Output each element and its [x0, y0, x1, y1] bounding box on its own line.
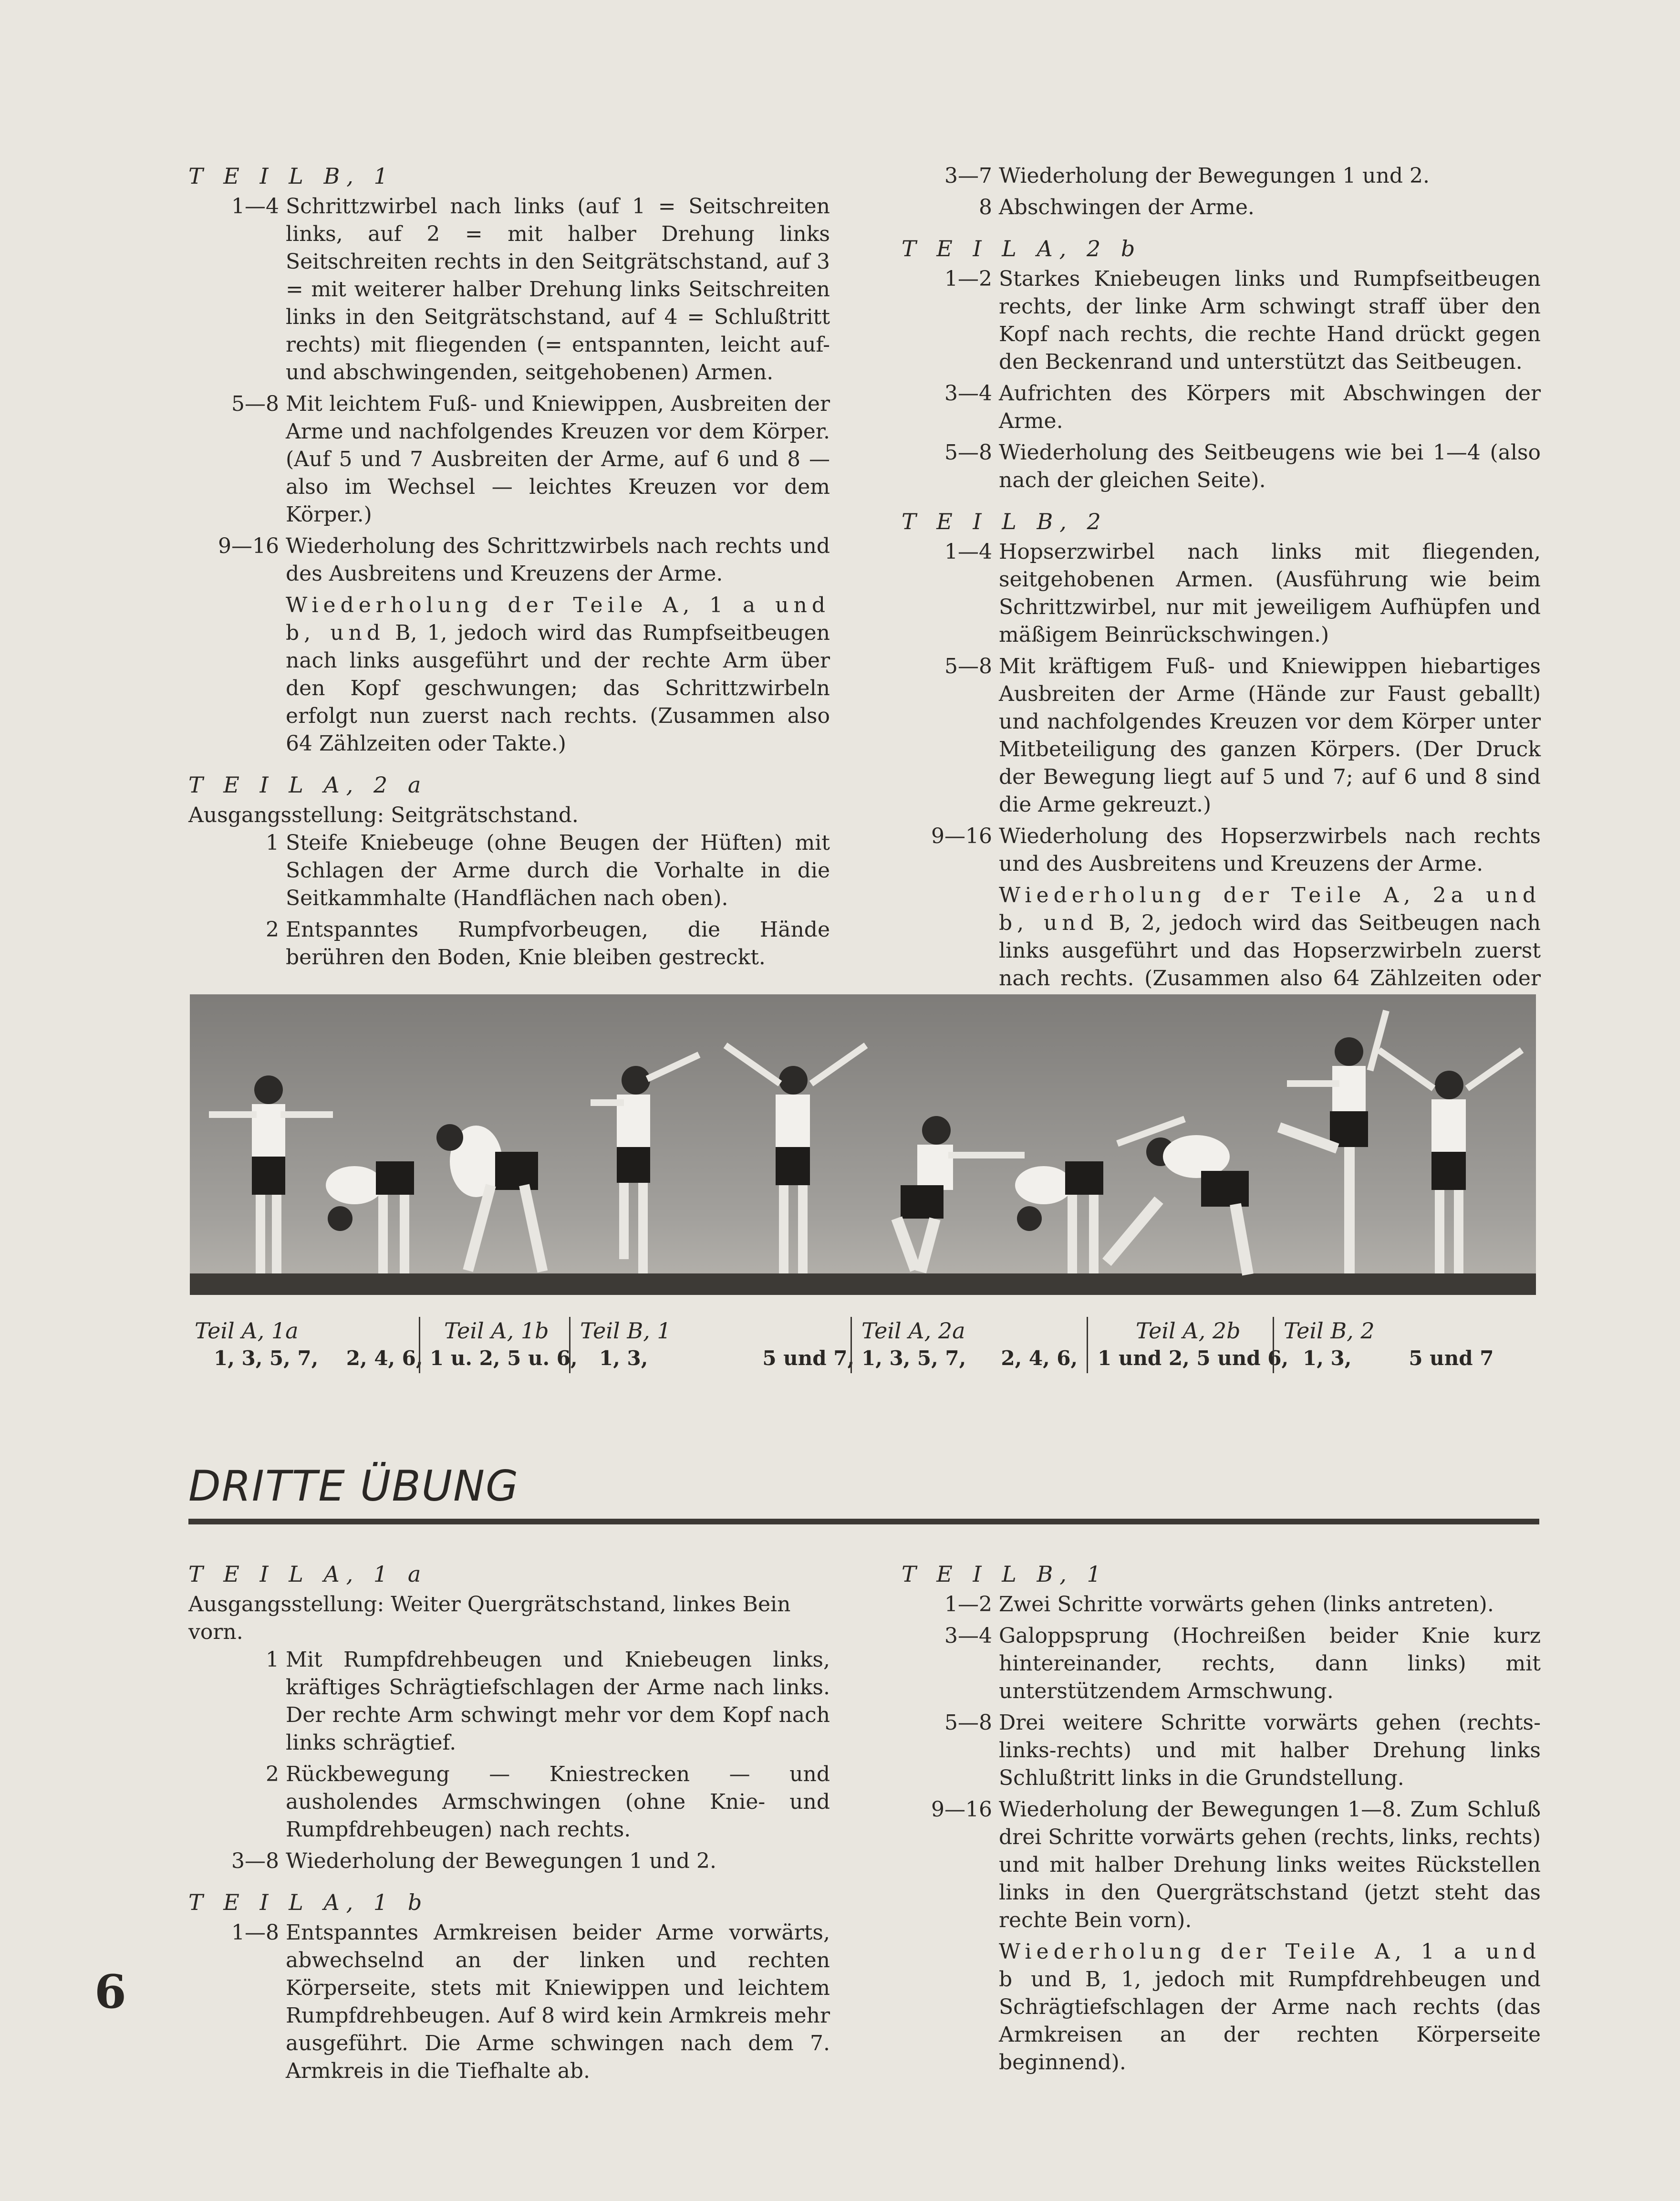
step-count: 9—16 — [931, 824, 992, 848]
caption-6 — [1273, 1317, 1527, 1373]
caption-counts — [195, 1345, 423, 1372]
exercise-step — [902, 1796, 1541, 1934]
repeat-text: und B, 1, jedoch mit Rumpfdrehbeugen und Schrägtiefschlagen der Arme nach rechts (das Armkreisen an der rechten Körperseite beginnend). — [999, 1967, 1541, 2075]
caption-2 — [419, 1317, 578, 1373]
step-count: 1—2 — [944, 267, 992, 291]
repeat-paragraph — [286, 592, 830, 758]
step-count: 3—8 — [231, 1849, 279, 1873]
exercise-step — [188, 1646, 830, 1757]
caption-count: 1 u. 2, 5 u. 6, — [430, 1346, 578, 1370]
step-text: Wiederholung des Schrittzwirbels nach rechts und des Ausbreitens und Kreuzens der Arme. — [286, 534, 830, 586]
step-text: Mit Rumpfdrehbeugen und Kniebeugen links, kräftiges Schrägtiefschlagen der Arme nach links. Der rechte Arm schwingt mehr vor dem Kopf nach links schrägtief. — [286, 1648, 830, 1755]
caption-count: 2, 4, 6, — [1001, 1346, 1078, 1370]
caption-label: Teil B, 1 — [580, 1318, 671, 1344]
exercise-step — [902, 1709, 1541, 1792]
step-count: 5—8 — [944, 440, 992, 465]
caption-counts — [1098, 1345, 1289, 1372]
caption-label: Teil A, 1b — [444, 1318, 549, 1344]
exercise-step — [188, 1919, 830, 2085]
caption-label: Teil B, 2 — [1284, 1318, 1375, 1344]
caption-counts — [861, 1345, 1090, 1372]
step-text: Steife Kniebeuge (ohne Beugen der Hüften) mit Schlagen der Arme durch die Vorhalte in die Seitkammhalte (Handflächen nach oben). — [286, 831, 830, 910]
section-label: T E I L B, 2 — [902, 509, 1108, 534]
step-text: Aufrichten des Körpers mit Abschwingen der Arme. — [999, 381, 1541, 433]
step-count: 3—7 — [944, 164, 992, 188]
step-count: 9—16 — [931, 1797, 992, 1822]
repeat-text: B, 2, jedoch wird das Seitbeugen nach links ausgeführt und das Hopserzwirbeln zuerst nach rechts. (Zusammen also 64 Zählzeiten oder — [999, 911, 1541, 991]
caption-count: 1, 3, 5, 7, — [214, 1346, 319, 1370]
step-count: 3—4 — [944, 1624, 992, 1648]
caption-count: 1, 3, 5, 7, — [861, 1346, 966, 1370]
exercise-step — [188, 1847, 830, 1875]
step-text: Abschwingen der Arme. — [999, 195, 1255, 219]
caption-5 — [1087, 1317, 1289, 1373]
exercise-step — [902, 538, 1541, 649]
exercise-photo — [190, 994, 1536, 1295]
caption-count: 2, 4, 6, — [346, 1346, 423, 1370]
step-text: Rückbewegung — Kniestrecken — und ausholendes Armschwingen (ohne Knie- und Rumpfdrehbeugen) nach rechts. — [286, 1762, 830, 1842]
exercise-step — [188, 1761, 830, 1844]
photo-figures — [190, 994, 1536, 1295]
step-count: 1 — [266, 1648, 279, 1672]
exercise-step — [188, 916, 830, 971]
top-right-column — [902, 162, 1541, 1024]
exercise-step — [902, 194, 1541, 221]
step-count: 5—8 — [944, 1711, 992, 1735]
exercise-step — [902, 380, 1541, 435]
step-text: Wiederholung der Bewegungen 1—8. Zum Schluß drei Schritte vorwärts gehen (rechts, links, rechts) und mit halber Drehung links weites Rückstellen links in den Quergrätschstand (jetzt steht das rechte Bein vorn). — [999, 1797, 1541, 1932]
exercise-step — [902, 265, 1541, 376]
repeat-lead: Wiederholung der Teile A, 2a und b, und — [999, 883, 1541, 935]
step-count: 1—2 — [944, 1592, 992, 1617]
step-text: Wiederholung des Seitbeugens wie bei 1—4 (also nach der gleichen Seite). — [999, 440, 1541, 492]
start-position: Ausgangsstellung: Seitgrätschstand. — [188, 803, 579, 827]
step-text: Hopserzwirbel nach links mit fliegenden, seitgehobenen Armen. (Ausführung wie beim Schrittzwirbel, nur mit jeweiligem Aufhüpfen und mäßigem Beinrückschwingen.) — [999, 540, 1541, 647]
exercise-step — [902, 439, 1541, 494]
exercise-step — [188, 829, 830, 912]
step-count: 1—4 — [231, 194, 279, 219]
section-label: T E I L B, 1 — [902, 1561, 1108, 1587]
caption-count: 5 und 7 — [1409, 1346, 1494, 1370]
exercise-step — [902, 823, 1541, 878]
step-count: 1 — [266, 831, 279, 855]
exercise-step — [902, 1622, 1541, 1705]
step-count: 1—4 — [944, 540, 992, 564]
exercise-step — [188, 390, 830, 529]
caption-1 — [195, 1317, 423, 1373]
step-text: Entspanntes Armkreisen beider Arme vorwärts, abwechselnd an der linken und rechten Körperseite, stets mit Kniewippen und leichtem Rumpfdrehbeugen. Auf 8 wird kein Armkreis mehr ausgeführt. Die Arme schwingen nach dem 7. Armkreis in die Tiefhalte ab. — [286, 1920, 830, 2083]
step-text: Schrittzwirbel nach links (auf 1 = Seitschreiten links, auf 2 = mit halber Drehung links Seitschreiten rechts in den Seitgrätschstand, auf 3 = mit weiterer halber Drehung links Seitschreiten links in den Seitgrätschstand, auf 4 = Schlußtritt rechts) mit fliegenden (= entspannten, leicht auf- und abschwingenden, seitgehobenen) Armen. — [286, 194, 830, 385]
step-count: 2 — [266, 918, 279, 942]
step-count: 9—16 — [218, 534, 279, 558]
step-count: 3—4 — [944, 381, 992, 406]
step-text: Wiederholung des Hopserzwirbels nach rechts und des Ausbreitens und Kreuzens der Arme. — [999, 824, 1541, 876]
repeat-paragraph — [999, 1938, 1541, 2076]
caption-3 — [569, 1317, 857, 1373]
top-left-column — [188, 162, 830, 975]
repeat-lead: Wiederholung der Teile A, 1 a und b — [999, 1940, 1541, 1992]
exercise-step — [902, 653, 1541, 819]
step-text: Wiederholung der Bewegungen 1 und 2. — [286, 1849, 716, 1873]
step-text: Wiederholung der Bewegungen 1 und 2. — [999, 164, 1430, 188]
caption-count: 1 und 2, 5 und 6, — [1098, 1346, 1289, 1370]
step-text: Drei weitere Schritte vorwärts gehen (rechts-links-rechts) und mit halber Drehung links Schlußtritt links in die Grundstellung. — [999, 1711, 1541, 1790]
step-count: 8 — [979, 195, 992, 219]
caption-counts — [1284, 1345, 1527, 1372]
start-position: Ausgangsstellung: Weiter Quergrätschstand, linkes Bein vorn. — [188, 1592, 791, 1644]
bottom-left-column — [188, 1560, 830, 2089]
photo-captions — [190, 1317, 1536, 1379]
step-text: Zwei Schritte vorwärts gehen (links antreten). — [999, 1592, 1494, 1617]
bottom-right-column — [902, 1560, 1541, 2080]
exercise-step — [902, 1591, 1541, 1618]
step-count: 2 — [266, 1762, 279, 1786]
section-label: T E I L A, 1 a — [188, 1561, 428, 1587]
section-label: T E I L A, 2 b — [902, 236, 1142, 261]
step-text: Mit leichtem Fuß- und Kniewippen, Ausbreiten der Arme und nachfolgendes Kreuzen vor dem Körper. (Auf 5 und 7 Ausbreiten der Arme, auf 6 und 8 — also im Wechsel — leichtes Kreuzen vor dem Körper.) — [286, 392, 830, 527]
section-label: T E I L A, 1 b — [188, 1889, 429, 1915]
caption-counts — [430, 1345, 578, 1372]
exercise-step — [902, 162, 1541, 190]
step-text: Starkes Kniebeugen links und Rumpfseitbeugen rechts, der linke Arm schwingt straff über den Kopf nach rechts, die rechte Hand drückt gegen den Beckenrand und unterstützt das Seitbeugen. — [999, 267, 1541, 374]
repeat-text: B, 1, jedoch wird das Rumpfseitbeugen nach links ausgeführt und der rechte Arm über den Kopf geschwungen; das Schrittzwirbeln erfolgt nun zuerst nach rechts. (Zusammen also 64 Zählzeiten oder Takte.) — [286, 621, 830, 756]
page-number: 6 — [94, 1965, 126, 2019]
caption-counts — [580, 1345, 857, 1372]
heading-rule — [188, 1519, 1539, 1524]
section-label: T E I L A, 2 a — [188, 772, 428, 798]
caption-4 — [850, 1317, 1090, 1373]
caption-count: 1, 3, — [1303, 1346, 1352, 1370]
section-label: T E I L B, 1 — [188, 163, 394, 189]
caption-label: Teil A, 2b — [1136, 1318, 1241, 1344]
caption-label: Teil A, 1a — [195, 1318, 299, 1344]
step-text: Entspanntes Rumpfvorbeugen, die Hände berühren den Boden, Knie bleiben gestreckt. — [286, 918, 830, 970]
caption-label: Teil A, 2a — [861, 1318, 965, 1344]
step-count: 5—8 — [944, 654, 992, 678]
caption-count: 1, 3, — [599, 1346, 648, 1370]
step-count: 5—8 — [231, 392, 279, 416]
section-heading: DRITTE ÜBUNG — [188, 1461, 519, 1511]
exercise-step — [188, 532, 830, 588]
caption-count: 5 und 7, — [762, 1346, 855, 1370]
repeat-lead: Wiederholung der Teile A, 1 a und b, und — [286, 593, 830, 645]
step-count: 1—8 — [231, 1920, 279, 1945]
exercise-step — [188, 193, 830, 386]
step-text: Galoppsprung (Hochreißen beider Knie kurz hintereinander, rechts, dann links) mit unterstützendem Armschwung. — [999, 1624, 1541, 1703]
step-text: Mit kräftigem Fuß- und Kniewippen hiebartiges Ausbreiten der Arme (Hände zur Faust geballt) und nachfolgendes Kreuzen vor dem Körper unter Mitbeteiligung des ganzen Körpers. (Der Druck der Bewegung liegt auf 5 und 7; auf 6 und 8 sind die Arme gekreuzt.) — [999, 654, 1541, 817]
